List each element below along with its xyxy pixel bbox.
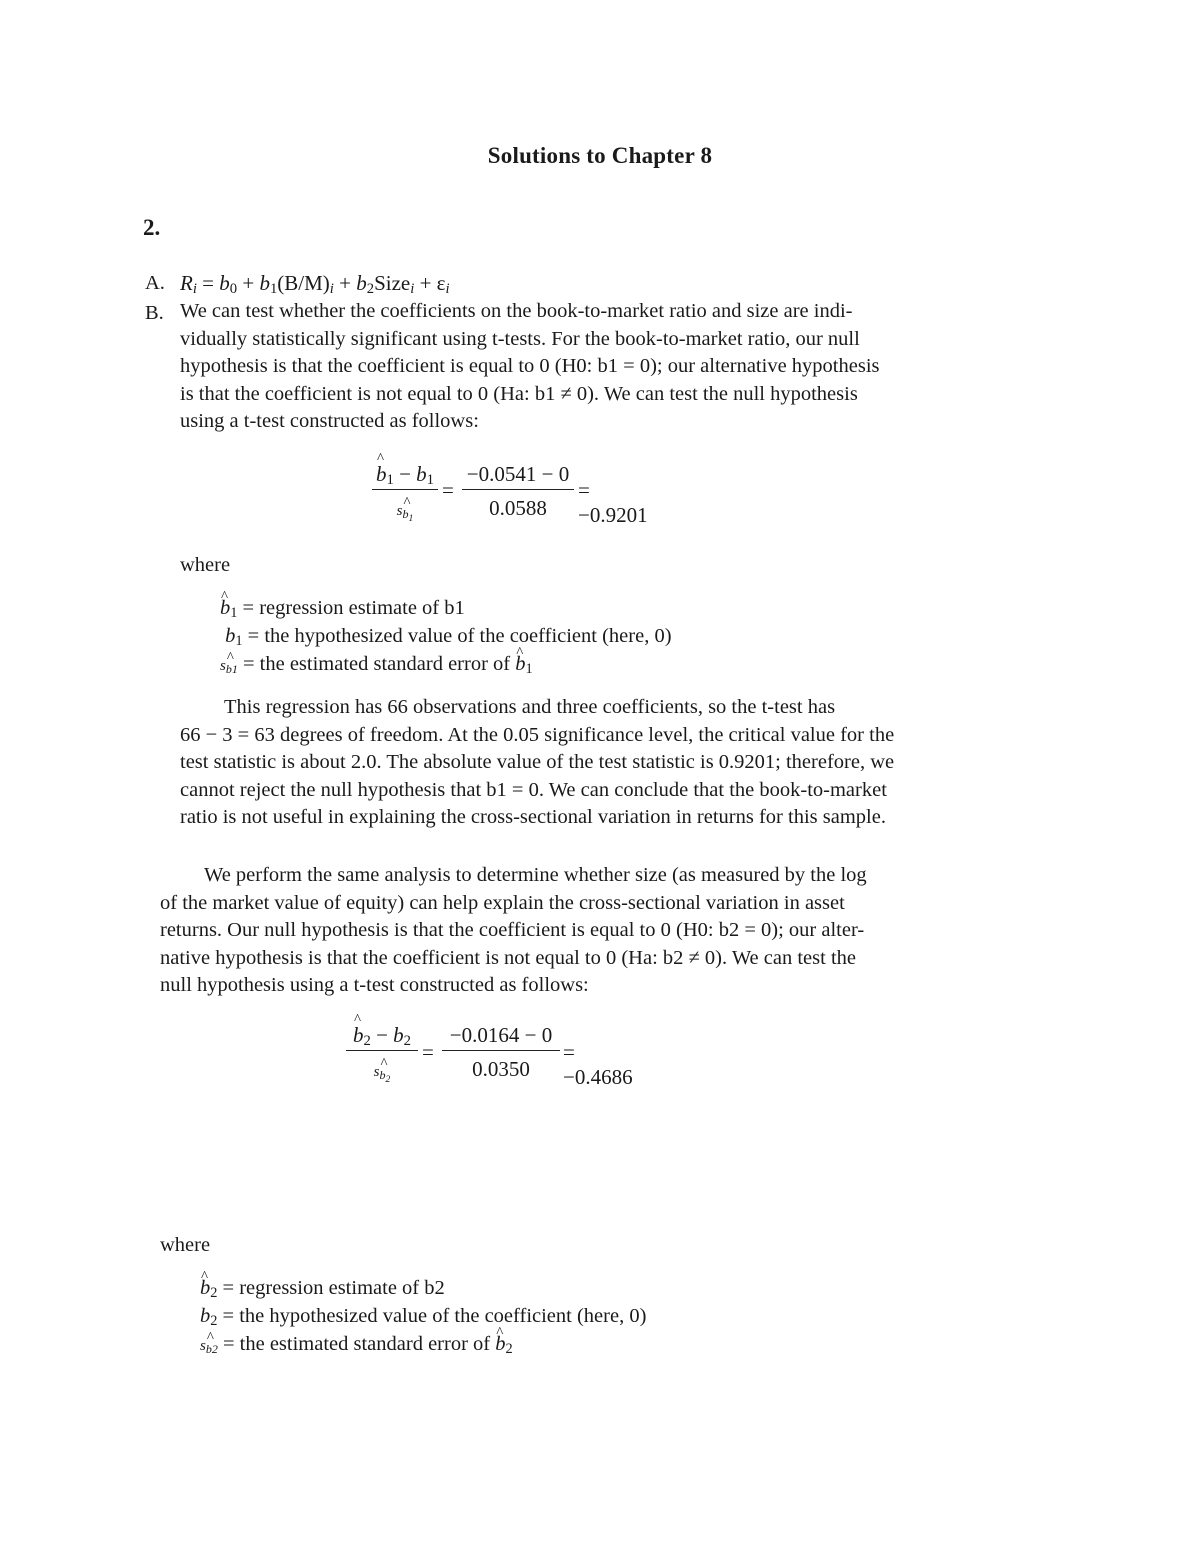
definition: = the hypothesized value of the coefficient (here, 0) — [222, 1305, 647, 1327]
definition: = regression estimate of b1 — [242, 597, 465, 619]
eq2-denominator: 0.0350 — [472, 1057, 530, 1081]
part-b-text — [180, 298, 945, 436]
problem-number: 2. — [143, 215, 161, 240]
paragraph-line: returns. Our null hypothesis is that the coefficient is equal to 0 (H0: b2 = 0); our alter- — [160, 919, 865, 942]
paragraph-line: null hypothesis using a t-test constructed as follows: — [160, 974, 589, 997]
where-label-2: where — [160, 1234, 211, 1256]
eq2-rhs-fraction — [442, 1023, 560, 1082]
paragraph-line: We perform the same analysis to determine whether size (as measured by the log — [204, 864, 867, 886]
part-b-line: using a t-test constructed as follows: — [180, 410, 479, 433]
eq1-denominator: 0.0588 — [489, 496, 547, 520]
paragraph-line: ratio is not useful in explaining the cross-sectional variation in returns for this sample. — [180, 806, 886, 829]
paragraph-line: cannot reject the null hypothesis that b1 = 0. We can conclude that the book-to-market — [180, 778, 887, 801]
definition: = the estimated standard error of — [242, 653, 511, 675]
eq1-lhs-fraction: ^ $\frac{b_1 - b_1}{s_{b_1}}$ — [372, 462, 438, 521]
equation-lhs: R — [180, 271, 193, 295]
paragraph-2 — [160, 862, 925, 1000]
paragraph-1 — [180, 694, 945, 832]
eq2-result: = −0.4686 — [563, 1040, 633, 1089]
definitions-1: ^ $b_1$ = regression estimate of b1 $b_1$ = the hypothesized value of the coefficient (here, 0) $s_{b1}$ = the estimated standard error of ^ $b_1$ — [220, 594, 672, 680]
part-b-line: We can test whether the coefficients on the book-to-market ratio and size are indi- — [180, 300, 853, 322]
part-b-line: hypothesis is that the coefficient is equal to 0 (H0: b1 = 0); our alternative hypothesis — [180, 355, 880, 378]
definition: = the estimated standard error of — [222, 1333, 491, 1355]
part-b-line: vidually statistically significant using t-tests. For the book-to-market ratio, our null — [180, 327, 860, 350]
paragraph-line: This regression has 66 observations and three coefficients, so the t-test has — [224, 696, 836, 718]
eq1-rhs-fraction — [462, 462, 574, 521]
part-a-equation: $R_i = b_0 + b_1(B/M)_i$ + $b_2Size_i + \varepsilon_i$ — [180, 271, 450, 297]
definition: = regression estimate of b2 — [222, 1277, 445, 1299]
paragraph-line: of the market value of equity) can help explain the cross-sectional variation in asset — [160, 891, 845, 914]
page-title: Solutions to Chapter 8 — [487, 143, 713, 168]
eq2-numerator: −0.0164 − 0 — [442, 1023, 560, 1051]
paragraph-line: 66 − 3 = 63 degrees of freedom. At the 0.05 significance level, the critical value for the — [180, 723, 895, 746]
eq2-lhs-fraction: ^ $\frac{b_2 - b_2}{s_{b_2}}$ — [346, 1023, 418, 1082]
part-a-label: A. — [145, 272, 165, 294]
paragraph-line: native hypothesis is that the coefficient is not equal to 0 (Ha: b2 ≠ 0). We can test the — [160, 946, 856, 969]
part-b-line: is that the coefficient is not equal to 0 (Ha: b1 ≠ 0). We can test the null hypothesis — [180, 382, 858, 405]
eq1-numerator: −0.0541 − 0 — [462, 462, 574, 490]
eq1-result: = −0.9201 — [578, 478, 648, 527]
paragraph-line: test statistic is about 2.0. The absolute value of the test statistic is 0.9201; therefore, we — [180, 751, 895, 774]
definitions-2: ^ $b_2$ = regression estimate of b2 $b_2$ = the hypothesized value of the coefficient (here, 0) $s_{b2}$ = the estimated standard error of ^ $b_2$ — [200, 1274, 646, 1360]
part-b-label: B. — [145, 302, 164, 324]
where-label: where — [180, 554, 231, 576]
definition: = the hypothesized value of the coefficient (here, 0) — [247, 625, 672, 647]
